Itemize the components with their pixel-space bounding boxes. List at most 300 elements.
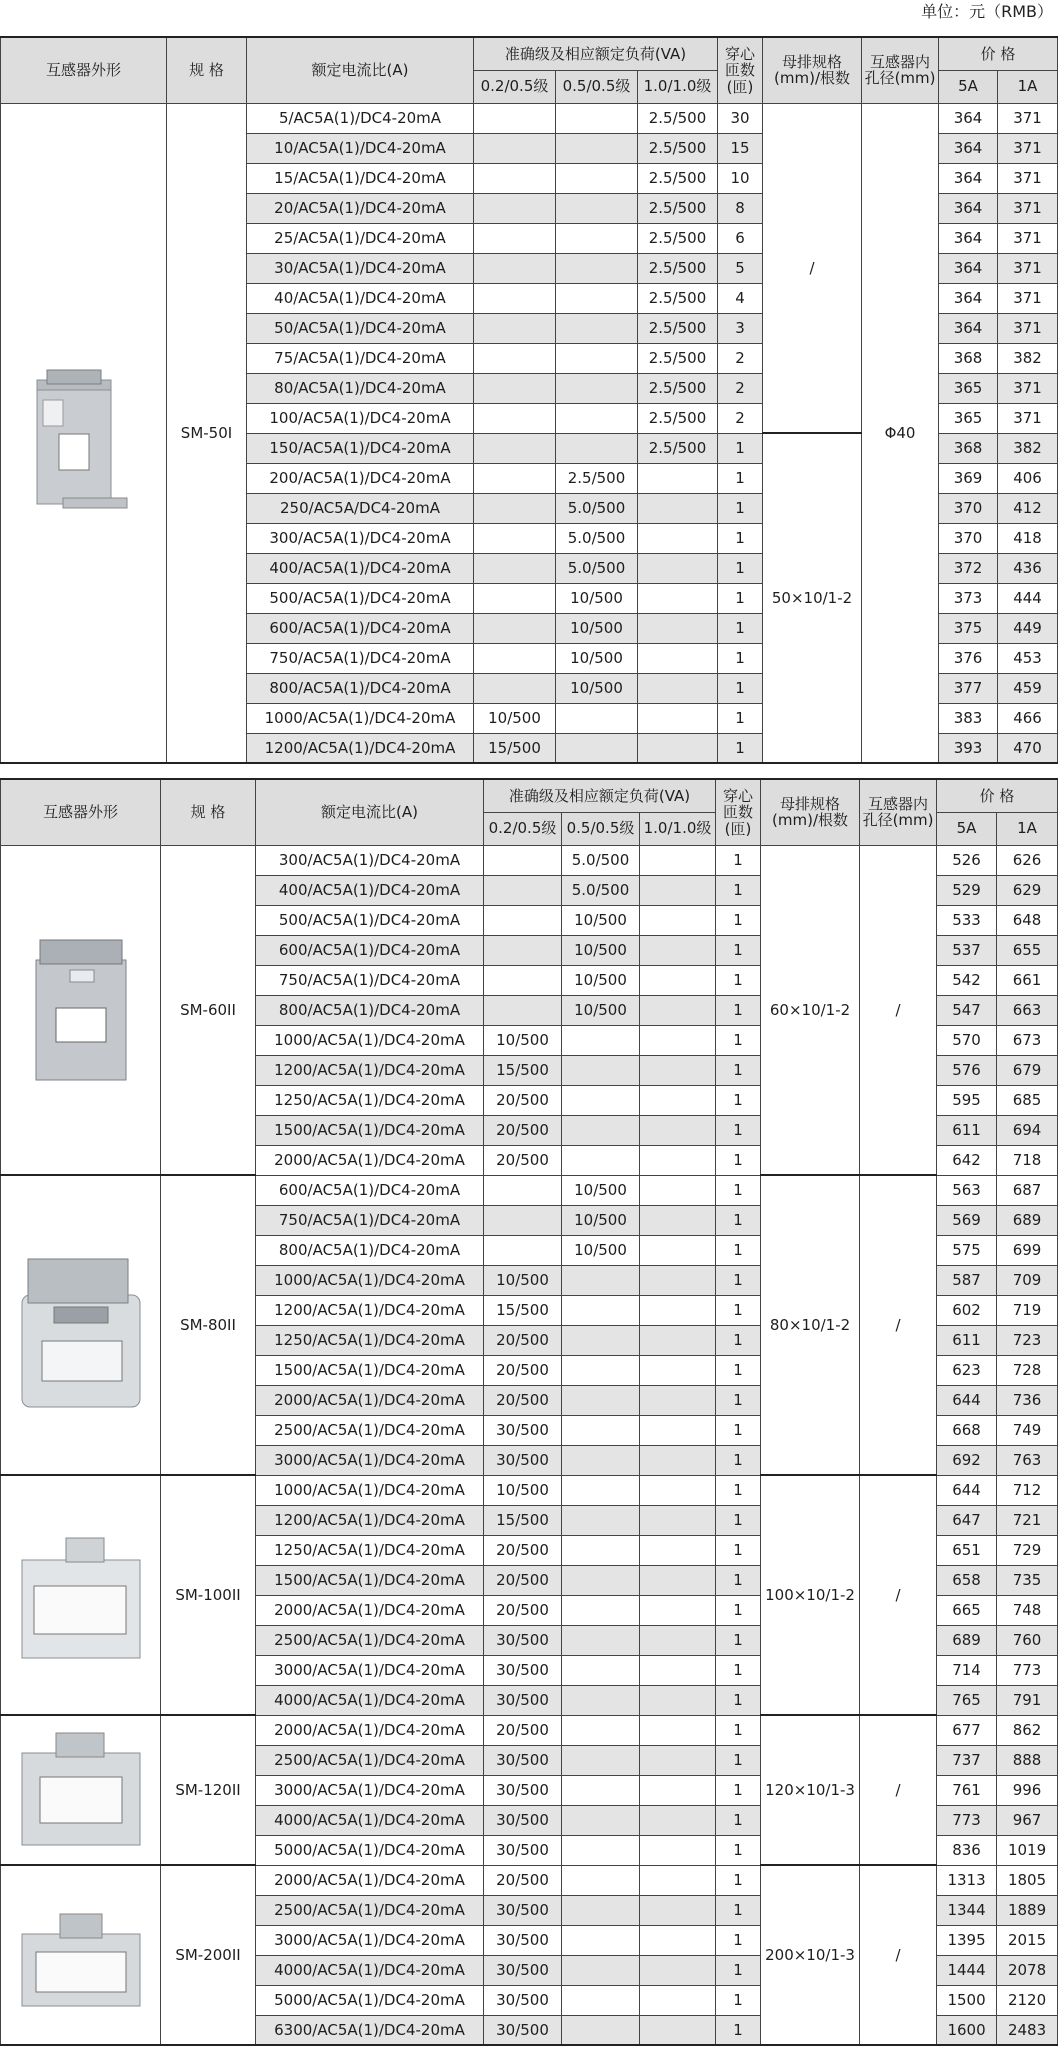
price-5a: 372	[939, 553, 998, 583]
accuracy-1.0	[640, 1265, 716, 1295]
price-5a: 377	[939, 673, 998, 703]
accuracy-0.5	[556, 403, 638, 433]
turns: 8	[718, 193, 763, 223]
price-5a: 658	[937, 1565, 997, 1595]
price-1a: 470	[998, 733, 1058, 763]
price-1a: 728	[997, 1355, 1058, 1385]
price-1a: 862	[997, 1715, 1058, 1745]
turns: 3	[718, 313, 763, 343]
accuracy-0.2: 30/500	[484, 1745, 562, 1775]
turns: 30	[718, 103, 763, 133]
accuracy-0.2	[474, 613, 556, 643]
accuracy-0.2	[484, 935, 562, 965]
accuracy-0.5	[562, 1325, 640, 1355]
accuracy-1.0	[638, 493, 718, 523]
accuracy-0.2: 15/500	[484, 1055, 562, 1085]
price-5a: 677	[937, 1715, 997, 1745]
price-5a: 370	[939, 493, 998, 523]
product-image	[1, 1865, 161, 2045]
price-5a: 364	[939, 103, 998, 133]
accuracy-0.5	[562, 1625, 640, 1655]
accuracy-1.0	[640, 1355, 716, 1385]
accuracy-0.2: 20/500	[484, 1115, 562, 1145]
header-turns: 穿心 匝数 (匝)	[718, 37, 763, 103]
price-5a: 611	[937, 1325, 997, 1355]
accuracy-1.0	[638, 463, 718, 493]
price-5a: 364	[939, 163, 998, 193]
accuracy-1.0	[640, 1685, 716, 1715]
accuracy-0.2: 20/500	[484, 1385, 562, 1415]
accuracy-0.2: 10/500	[484, 1025, 562, 1055]
price-5a: 547	[937, 995, 997, 1025]
price-1a: 449	[998, 613, 1058, 643]
price-5a: 689	[937, 1625, 997, 1655]
accuracy-0.5	[562, 1145, 640, 1175]
accuracy-0.5	[556, 103, 638, 133]
price-5a: 375	[939, 613, 998, 643]
header-spec: 规 格	[167, 37, 247, 103]
turns: 2	[718, 373, 763, 403]
price-5a: 692	[937, 1445, 997, 1475]
turns: 1	[716, 1295, 761, 1325]
accuracy-0.5	[556, 253, 638, 283]
accuracy-0.2: 30/500	[484, 1835, 562, 1865]
current-ratio: 4000/AC5A(1)/DC4-20mA	[256, 1805, 484, 1835]
accuracy-0.2: 30/500	[484, 1445, 562, 1475]
accuracy-0.2: 15/500	[474, 733, 556, 763]
current-ratio: 600/AC5A(1)/DC4-20mA	[256, 935, 484, 965]
accuracy-0.2	[474, 523, 556, 553]
accuracy-1.0	[640, 965, 716, 995]
current-ratio: 1500/AC5A(1)/DC4-20mA	[256, 1355, 484, 1385]
turns: 1	[716, 1025, 761, 1055]
header-accuracy: 准确级及相应额定负荷(VA)	[474, 37, 718, 70]
current-ratio: 2000/AC5A(1)/DC4-20mA	[256, 1715, 484, 1745]
price-5a: 595	[937, 1085, 997, 1115]
price-5a: 393	[939, 733, 998, 763]
turns: 1	[718, 703, 763, 733]
price-1a: 406	[998, 463, 1058, 493]
hole-diameter: /	[860, 1175, 937, 1475]
accuracy-1.0	[640, 1055, 716, 1085]
accuracy-0.5	[556, 373, 638, 403]
turns: 1	[716, 1955, 761, 1985]
accuracy-1.0	[640, 1295, 716, 1325]
price-1a: 673	[997, 1025, 1058, 1055]
accuracy-0.5: 10/500	[562, 965, 640, 995]
current-ratio: 3000/AC5A(1)/DC4-20mA	[256, 1925, 484, 1955]
price-1a: 371	[998, 163, 1058, 193]
accuracy-0.5	[562, 1445, 640, 1475]
accuracy-0.5: 10/500	[556, 643, 638, 673]
price-5a: 765	[937, 1685, 997, 1715]
accuracy-1.0	[640, 1565, 716, 1595]
price-5a: 373	[939, 583, 998, 613]
price-5a: 368	[939, 343, 998, 373]
accuracy-0.5: 5.0/500	[556, 523, 638, 553]
price-5a: 542	[937, 965, 997, 995]
hole-diameter: /	[860, 1715, 937, 1865]
accuracy-0.5	[556, 433, 638, 463]
accuracy-0.2	[474, 253, 556, 283]
current-ratio: 15/AC5A(1)/DC4-20mA	[247, 163, 474, 193]
accuracy-0.2	[484, 995, 562, 1025]
accuracy-0.5: 10/500	[562, 935, 640, 965]
current-ratio: 2000/AC5A(1)/DC4-20mA	[256, 1385, 484, 1415]
turns: 1	[716, 1175, 761, 1205]
header-price: 价 格	[939, 37, 1058, 70]
accuracy-0.2	[474, 223, 556, 253]
accuracy-0.2	[484, 905, 562, 935]
accuracy-0.2: 30/500	[484, 1415, 562, 1445]
price-1a: 723	[997, 1325, 1058, 1355]
current-ratio: 5000/AC5A(1)/DC4-20mA	[256, 1985, 484, 2015]
turns: 1	[716, 1385, 761, 1415]
busbar-spec: 120×10/1-3	[761, 1715, 860, 1865]
turns: 1	[716, 1535, 761, 1565]
accuracy-0.5	[556, 733, 638, 763]
accuracy-0.5	[556, 163, 638, 193]
price-1a: 629	[997, 875, 1058, 905]
turns: 1	[718, 523, 763, 553]
current-ratio: 300/AC5A(1)/DC4-20mA	[256, 845, 484, 875]
accuracy-0.5: 5.0/500	[556, 553, 638, 583]
sm-200ii-transformer	[1, 1890, 160, 2020]
current-ratio: 3000/AC5A(1)/DC4-20mA	[256, 1775, 484, 1805]
accuracy-0.5: 10/500	[556, 673, 638, 703]
accuracy-0.2: 30/500	[484, 1775, 562, 1805]
header-hole: 互感器内 孔径(mm)	[862, 37, 939, 103]
accuracy-0.2: 15/500	[484, 1505, 562, 1535]
turns: 10	[718, 163, 763, 193]
turns: 1	[718, 613, 763, 643]
accuracy-0.5	[562, 1835, 640, 1865]
accuracy-0.5	[562, 1385, 640, 1415]
price-1a: 1889	[997, 1895, 1058, 1925]
price-5a: 1313	[937, 1865, 997, 1895]
price-5a: 644	[937, 1385, 997, 1415]
current-ratio: 4000/AC5A(1)/DC4-20mA	[256, 1955, 484, 1985]
current-ratio: 2500/AC5A(1)/DC4-20mA	[256, 1415, 484, 1445]
turns: 1	[716, 1085, 761, 1115]
header-price-1a: 1A	[997, 812, 1058, 845]
accuracy-0.2	[474, 163, 556, 193]
accuracy-1.0	[638, 583, 718, 613]
price-1a: 466	[998, 703, 1058, 733]
current-ratio: 250/AC5A/DC4-20mA	[247, 493, 474, 523]
unit-label: 单位：元（RMB）	[921, 2, 1053, 21]
accuracy-0.5	[562, 1025, 640, 1055]
accuracy-1.0	[638, 733, 718, 763]
accuracy-1.0	[640, 1775, 716, 1805]
current-ratio: 1250/AC5A(1)/DC4-20mA	[256, 1535, 484, 1565]
hole-diameter: /	[860, 1865, 937, 2045]
price-5a: 526	[937, 845, 997, 875]
price-1a: 1805	[997, 1865, 1058, 1895]
price-5a: 576	[937, 1055, 997, 1085]
turns: 1	[716, 1655, 761, 1685]
price-1a: 661	[997, 965, 1058, 995]
current-ratio: 5/AC5A(1)/DC4-20mA	[247, 103, 474, 133]
current-ratio: 1200/AC5A(1)/DC4-20mA	[256, 1295, 484, 1325]
accuracy-1.0	[640, 1625, 716, 1655]
accuracy-0.5	[562, 1295, 640, 1325]
accuracy-0.5	[556, 343, 638, 373]
accuracy-1.0	[638, 523, 718, 553]
accuracy-0.5	[562, 1355, 640, 1385]
accuracy-0.5	[562, 1685, 640, 1715]
accuracy-1.0	[640, 1895, 716, 1925]
hole-diameter: /	[860, 1475, 937, 1715]
accuracy-0.2: 20/500	[484, 1565, 562, 1595]
accuracy-1.0	[640, 1985, 716, 2015]
accuracy-1.0: 2.5/500	[638, 103, 718, 133]
model-name: SM-50I	[167, 103, 247, 763]
header-acc-05: 0.5/0.5级	[562, 812, 640, 845]
price-5a: 714	[937, 1655, 997, 1685]
price-1a: 444	[998, 583, 1058, 613]
price-1a: 371	[998, 223, 1058, 253]
turns: 1	[716, 845, 761, 875]
price-5a: 364	[939, 283, 998, 313]
accuracy-0.5: 5.0/500	[562, 875, 640, 905]
price-1a: 996	[997, 1775, 1058, 1805]
turns: 1	[716, 1055, 761, 1085]
header-acc-10: 1.0/1.0级	[640, 812, 716, 845]
turns: 1	[716, 935, 761, 965]
accuracy-0.2	[474, 553, 556, 583]
header-busbar: 母排规格 (mm)/根数	[763, 37, 862, 103]
accuracy-0.2: 30/500	[484, 2015, 562, 2045]
current-ratio: 2500/AC5A(1)/DC4-20mA	[256, 1895, 484, 1925]
accuracy-1.0	[640, 935, 716, 965]
price-1a: 412	[998, 493, 1058, 523]
accuracy-1.0: 2.5/500	[638, 193, 718, 223]
accuracy-0.5	[562, 1475, 640, 1505]
hole-diameter: Φ40	[862, 103, 939, 763]
sm-120ii-transformer	[1, 1725, 160, 1855]
current-ratio: 750/AC5A(1)/DC4-20mA	[256, 1205, 484, 1235]
turns: 1	[718, 733, 763, 763]
price-1a: 655	[997, 935, 1058, 965]
accuracy-1.0	[640, 1385, 716, 1415]
current-ratio: 1200/AC5A(1)/DC4-20mA	[256, 1055, 484, 1085]
accuracy-0.2	[474, 583, 556, 613]
price-1a: 748	[997, 1595, 1058, 1625]
price-1a: 371	[998, 103, 1058, 133]
current-ratio: 1250/AC5A(1)/DC4-20mA	[256, 1085, 484, 1115]
turns: 1	[716, 965, 761, 995]
price-5a: 836	[937, 1835, 997, 1865]
price-1a: 791	[997, 1685, 1058, 1715]
accuracy-0.2: 30/500	[484, 1655, 562, 1685]
accuracy-1.0	[640, 1085, 716, 1115]
accuracy-1.0	[640, 1505, 716, 1535]
header-price: 价 格	[937, 779, 1058, 812]
current-ratio: 1200/AC5A(1)/DC4-20mA	[247, 733, 474, 763]
accuracy-1.0: 2.5/500	[638, 253, 718, 283]
accuracy-0.2	[484, 875, 562, 905]
current-ratio: 2000/AC5A(1)/DC4-20mA	[256, 1145, 484, 1175]
accuracy-0.2	[474, 313, 556, 343]
turns: 1	[716, 1205, 761, 1235]
price-5a: 587	[937, 1265, 997, 1295]
current-ratio: 2000/AC5A(1)/DC4-20mA	[256, 1865, 484, 1895]
model-name: SM-120II	[161, 1715, 256, 1865]
turns: 2	[718, 403, 763, 433]
price-1a: 760	[997, 1625, 1058, 1655]
accuracy-0.2: 20/500	[484, 1865, 562, 1895]
accuracy-1.0	[640, 1745, 716, 1775]
accuracy-0.2	[474, 133, 556, 163]
accuracy-0.5	[562, 1655, 640, 1685]
accuracy-1.0	[640, 1235, 716, 1265]
price-1a: 2078	[997, 1955, 1058, 1985]
price-1a: 2483	[997, 2015, 1058, 2045]
turns: 1	[716, 1685, 761, 1715]
accuracy-1.0	[638, 613, 718, 643]
busbar-spec: 100×10/1-2	[761, 1475, 860, 1715]
price-5a: 365	[939, 403, 998, 433]
current-ratio: 10/AC5A(1)/DC4-20mA	[247, 133, 474, 163]
accuracy-0.2: 30/500	[484, 1685, 562, 1715]
current-ratio: 80/AC5A(1)/DC4-20mA	[247, 373, 474, 403]
current-ratio: 1200/AC5A(1)/DC4-20mA	[256, 1505, 484, 1535]
turns: 1	[718, 583, 763, 613]
accuracy-0.2: 30/500	[484, 1625, 562, 1655]
current-ratio: 800/AC5A(1)/DC4-20mA	[256, 995, 484, 1025]
header-ratio: 额定电流比(A)	[247, 37, 474, 103]
accuracy-0.5	[562, 1775, 640, 1805]
busbar-spec: 80×10/1-2	[761, 1175, 860, 1475]
product-image	[1, 845, 161, 1175]
turns: 4	[718, 283, 763, 313]
price-5a: 773	[937, 1805, 997, 1835]
price-5a: 611	[937, 1115, 997, 1145]
current-ratio: 1000/AC5A(1)/DC4-20mA	[256, 1025, 484, 1055]
current-ratio: 800/AC5A(1)/DC4-20mA	[256, 1235, 484, 1265]
header-price-5a: 5A	[939, 70, 998, 103]
accuracy-0.2	[474, 103, 556, 133]
current-ratio: 1000/AC5A(1)/DC4-20mA	[256, 1265, 484, 1295]
turns: 1	[716, 1475, 761, 1505]
header-ratio: 额定电流比(A)	[256, 779, 484, 845]
accuracy-0.5: 10/500	[562, 1205, 640, 1235]
price-5a: 533	[937, 905, 997, 935]
accuracy-1.0	[640, 1475, 716, 1505]
accuracy-0.2: 20/500	[484, 1595, 562, 1625]
current-ratio: 75/AC5A(1)/DC4-20mA	[247, 343, 474, 373]
price-1a: 371	[998, 133, 1058, 163]
current-ratio: 25/AC5A(1)/DC4-20mA	[247, 223, 474, 253]
current-ratio: 100/AC5A(1)/DC4-20mA	[247, 403, 474, 433]
current-ratio: 20/AC5A(1)/DC4-20mA	[247, 193, 474, 223]
accuracy-1.0: 2.5/500	[638, 163, 718, 193]
turns: 2	[718, 343, 763, 373]
header-hole: 互感器内 孔径(mm)	[860, 779, 937, 845]
current-ratio: 1250/AC5A(1)/DC4-20mA	[256, 1325, 484, 1355]
accuracy-1.0	[640, 1535, 716, 1565]
accuracy-1.0: 2.5/500	[638, 343, 718, 373]
accuracy-1.0: 2.5/500	[638, 433, 718, 463]
accuracy-0.2	[474, 433, 556, 463]
price-1a: 712	[997, 1475, 1058, 1505]
turns: 1	[716, 1505, 761, 1535]
turns: 1	[716, 1235, 761, 1265]
accuracy-1.0	[640, 875, 716, 905]
accuracy-1.0	[640, 995, 716, 1025]
current-ratio: 600/AC5A(1)/DC4-20mA	[256, 1175, 484, 1205]
busbar-spec: 50×10/1-2	[763, 433, 862, 763]
accuracy-0.2	[484, 965, 562, 995]
table-row	[1, 845, 1058, 875]
current-ratio: 750/AC5A(1)/DC4-20mA	[256, 965, 484, 995]
turns: 1	[716, 1865, 761, 1895]
price-1a: 736	[997, 1385, 1058, 1415]
accuracy-0.5	[562, 1745, 640, 1775]
price-5a: 364	[939, 223, 998, 253]
accuracy-0.2	[484, 1205, 562, 1235]
accuracy-0.2	[474, 463, 556, 493]
price-1a: 1019	[997, 1835, 1058, 1865]
price-5a: 365	[939, 373, 998, 403]
accuracy-1.0: 2.5/500	[638, 133, 718, 163]
accuracy-1.0: 2.5/500	[638, 373, 718, 403]
price-5a: 651	[937, 1535, 997, 1565]
turns: 1	[716, 1775, 761, 1805]
accuracy-0.2: 15/500	[484, 1295, 562, 1325]
price-1a: 648	[997, 905, 1058, 935]
accuracy-0.5	[562, 1115, 640, 1145]
turns: 1	[716, 1595, 761, 1625]
accuracy-0.5	[562, 1415, 640, 1445]
turns: 1	[718, 493, 763, 523]
accuracy-0.5: 10/500	[556, 613, 638, 643]
table-row	[1, 1865, 1058, 1895]
current-ratio: 50/AC5A(1)/DC4-20mA	[247, 313, 474, 343]
accuracy-0.2	[474, 283, 556, 313]
price-1a: 679	[997, 1055, 1058, 1085]
accuracy-0.5	[556, 313, 638, 343]
current-ratio: 2500/AC5A(1)/DC4-20mA	[256, 1745, 484, 1775]
turns: 1	[716, 995, 761, 1025]
header-acc-02: 0.2/0.5级	[484, 812, 562, 845]
accuracy-0.5: 10/500	[562, 995, 640, 1025]
accuracy-0.2: 10/500	[484, 1475, 562, 1505]
accuracy-0.5	[556, 283, 638, 313]
accuracy-1.0: 2.5/500	[638, 283, 718, 313]
busbar-spec: /	[763, 103, 862, 433]
price-5a: 602	[937, 1295, 997, 1325]
accuracy-0.2	[484, 845, 562, 875]
header-shape: 互感器外形	[1, 37, 167, 103]
current-ratio: 3000/AC5A(1)/DC4-20mA	[256, 1655, 484, 1685]
price-1a: 371	[998, 373, 1058, 403]
price-1a: 699	[997, 1235, 1058, 1265]
accuracy-1.0	[640, 1445, 716, 1475]
accuracy-0.5: 10/500	[562, 905, 640, 935]
accuracy-0.5	[556, 133, 638, 163]
current-ratio: 30/AC5A(1)/DC4-20mA	[247, 253, 474, 283]
price-1a: 626	[997, 845, 1058, 875]
turns: 1	[716, 905, 761, 935]
price-5a: 668	[937, 1415, 997, 1445]
current-ratio: 5000/AC5A(1)/DC4-20mA	[256, 1835, 484, 1865]
turns: 1	[718, 553, 763, 583]
price-5a: 665	[937, 1595, 997, 1625]
accuracy-1.0	[640, 1205, 716, 1235]
header-acc-02: 0.2/0.5级	[474, 70, 556, 103]
